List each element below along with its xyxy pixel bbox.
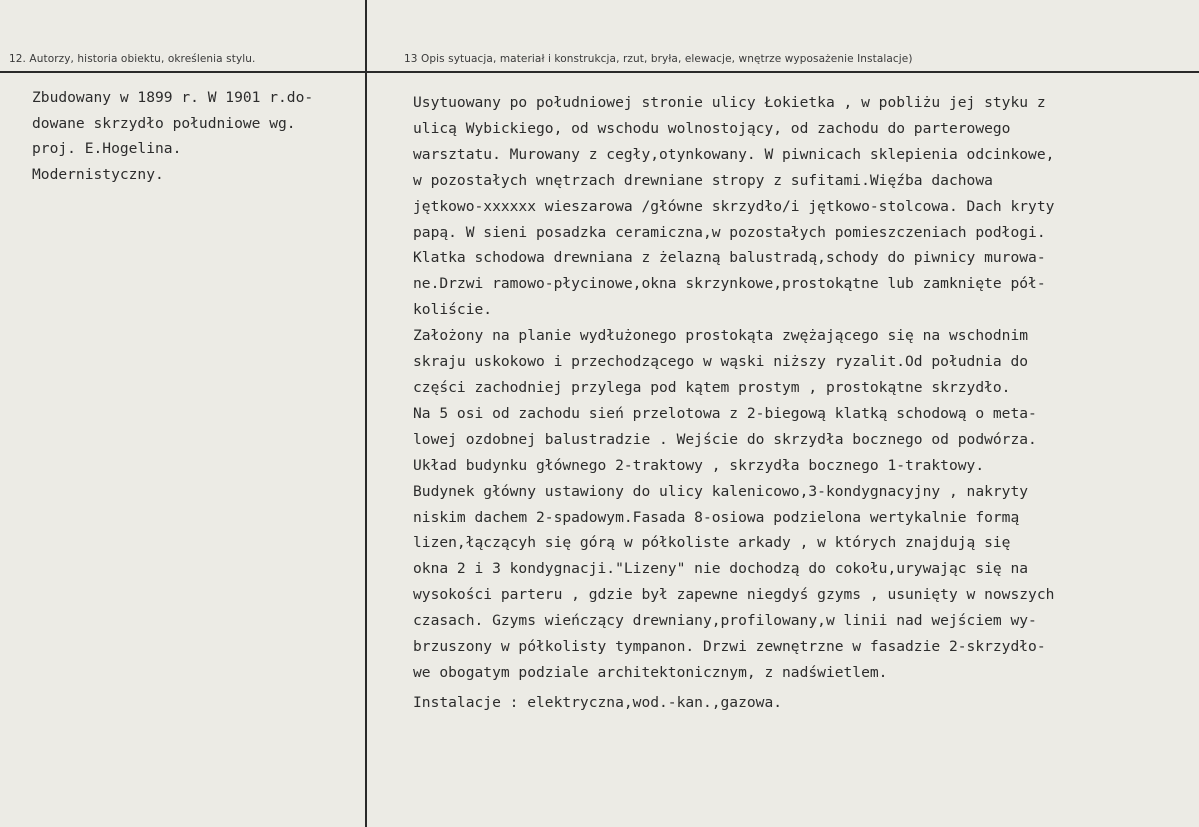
- header-divider: [0, 71, 1199, 73]
- installations-text: Instalacje : elektryczna,wod.-kan.,gazowa.: [413, 694, 783, 711]
- left-line-4: Modernistyczny.: [32, 165, 164, 183]
- header-authors-history: 12. Autorzy, historia obiektu, określenia stylu.: [9, 53, 256, 65]
- desc-line-20: wysokości parteru , gdzie był zapewne niegdyś gzyms , usunięty w nowszych: [413, 586, 1055, 604]
- desc-line-5: jętkowo-xxxxxx wieszarowa /główne skrzydło/i jętkowo-stolcowa. Dach kryty: [413, 197, 1055, 215]
- desc-line-10: Założony na planie wydłużonego prostokąta zwężającego się na wschodnim: [413, 327, 1029, 345]
- desc-line-9: koliście.: [413, 301, 493, 319]
- header-description: 13 Opis sytuacja, materiał i konstrukcja, rzut, bryła, elewacje, wnętrze wyposażenie Instalacje): [404, 53, 913, 65]
- left-line-2: dowane skrzydło południowe wg.: [32, 114, 296, 132]
- desc-line-8: ne.Drzwi ramowo-płycinowe,okna skrzynkowe,prostokątne lub zamknięte pół-: [413, 275, 1046, 293]
- desc-line-7: Klatka schodowa drewniana z żelazną balustradą,schody do piwnicy murowa-: [413, 249, 1046, 267]
- left-line-3: proj. E.Hogelina.: [32, 140, 182, 157]
- desc-line-2: ulicą Wybickiego, od wschodu wolnostojący, od zachodu do parterowego: [413, 119, 1011, 137]
- authors-history-text: [32, 85, 313, 187]
- desc-line-22: brzuszony w półkolisty tympanon. Drzwi zewnętrzne w fasadzie 2-skrzydło-: [413, 638, 1046, 656]
- desc-line-21: czasach. Gzyms wieńczący drewniany,profilowany,w linii nad wejściem wy-: [413, 612, 1037, 630]
- desc-line-16: Budynek główny ustawiony do ulicy kalenicowo,3-kondygnacyjny , nakryty: [413, 482, 1029, 500]
- description-text: [413, 90, 1054, 686]
- desc-line-14: lowej ozdobnej balustradzie . Wejście do skrzydła bocznego od podwórza.: [413, 430, 1037, 448]
- desc-line-18: lizen,łączącyh się górą w półkoliste arkady , w których znajdują się: [413, 534, 1011, 552]
- desc-line-12: części zachodniej przylega pod kątem prostym , prostokątne skrzydło.: [413, 378, 1011, 396]
- left-line-1: Zbudowany w 1899 r. W 1901 r.do-: [32, 89, 314, 106]
- desc-line-19: okna 2 i 3 kondygnacji."Lizeny" nie dochodzą do cokołu,urywając się na: [413, 560, 1029, 578]
- desc-line-1: Usytuowany po południowej stronie ulicy Łokietka , w pobliżu jej styku z: [413, 94, 1046, 111]
- desc-line-17: niskim dachem 2-spadowym.Fasada 8-osiowa podzielona wertykalnie formą: [413, 508, 1020, 526]
- desc-line-23: we obogatym podziale architektonicznym, z nadświetlem.: [413, 663, 888, 681]
- desc-line-11: skraju uskokowo i przechodzącego w wąski niższy ryzalit.Od południa do: [413, 353, 1029, 371]
- desc-line-15: Układ budynku głównego 2-traktowy , skrzydła bocznego 1-traktowy.: [413, 456, 985, 474]
- desc-line-6: papą. W sieni posadzka ceramiczna,w pozostałych pomieszczeniach podłogi.: [413, 223, 1046, 241]
- desc-line-13: Na 5 osi od zachodu sień przelotowa z 2-biegową klatką schodową o meta-: [413, 404, 1037, 422]
- column-divider: [365, 0, 367, 827]
- desc-line-3: warsztatu. Murowany z cegły,otynkowany. W piwnicach sklepienia odcinkowe,: [413, 145, 1055, 163]
- desc-line-4: w pozostałych wnętrzach drewniane stropy z sufitami.Więźba dachowa: [413, 171, 993, 189]
